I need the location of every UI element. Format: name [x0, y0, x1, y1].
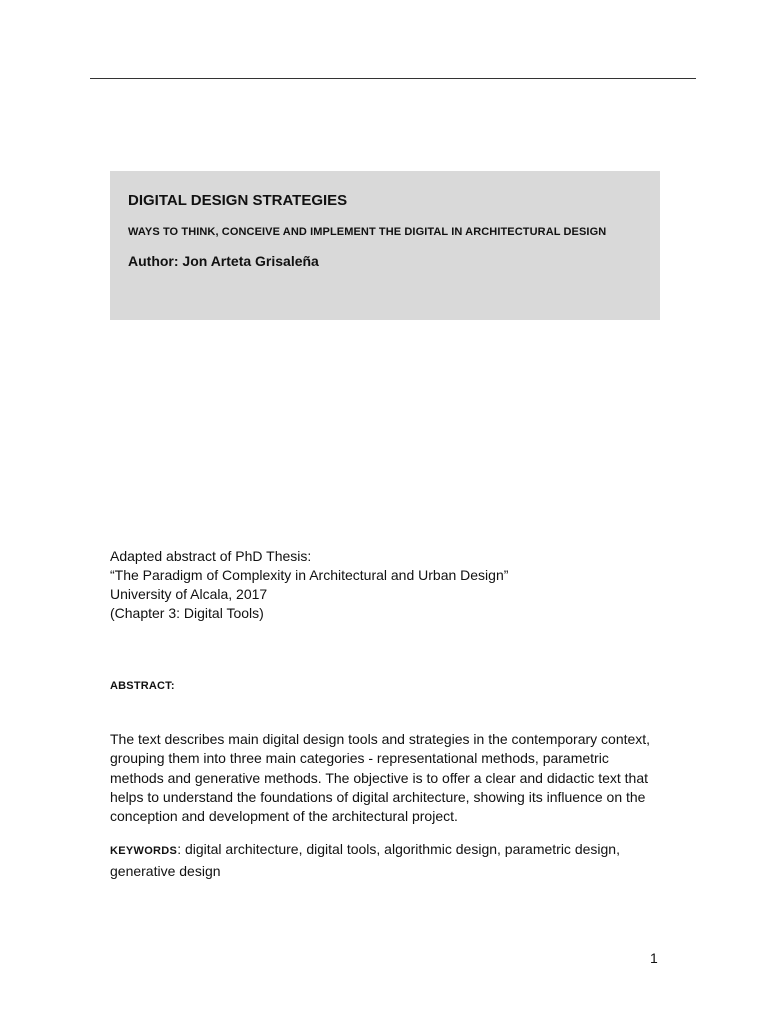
- document-subtitle: WAYS TO THINK, CONCEIVE AND IMPLEMENT THE DIGITAL IN ARCHITECTURAL DESIGN: [128, 226, 607, 238]
- document-title: DIGITAL DESIGN STRATEGIES: [128, 192, 348, 209]
- abstract-body: The text describes main digital design tools and strategies in the contemporary context, grouping them into three main categories - representational methods, parametric methods and generative methods. The objective is to offer a clear and didactic text that helps to understand the foundations of digital architecture, showing its influence on the conception and development of the architectural project.: [110, 731, 651, 825]
- keywords: [110, 840, 662, 881]
- keywords-separator: :: [177, 841, 182, 857]
- keywords-label: KEYWORDS: [110, 845, 178, 857]
- title-box: [110, 171, 660, 320]
- source-line-3: University of Alcala, 2017: [110, 586, 268, 602]
- abstract-heading: ABSTRACT:: [110, 680, 175, 692]
- source-line-4: (Chapter 3: Digital Tools): [110, 605, 264, 621]
- header-rule: [90, 78, 696, 79]
- page-number: 1: [650, 950, 658, 966]
- document-author: Author: Jon Arteta Grisaleña: [128, 253, 319, 269]
- source-line-1: Adapted abstract of PhD Thesis:: [110, 548, 312, 564]
- thesis-source: [110, 547, 670, 623]
- source-line-2: “The Paradigm of Complexity in Architectural and Urban Design”: [110, 567, 509, 583]
- keywords-text: digital architecture, digital tools, algorithmic design, parametric design, generative design: [110, 841, 620, 879]
